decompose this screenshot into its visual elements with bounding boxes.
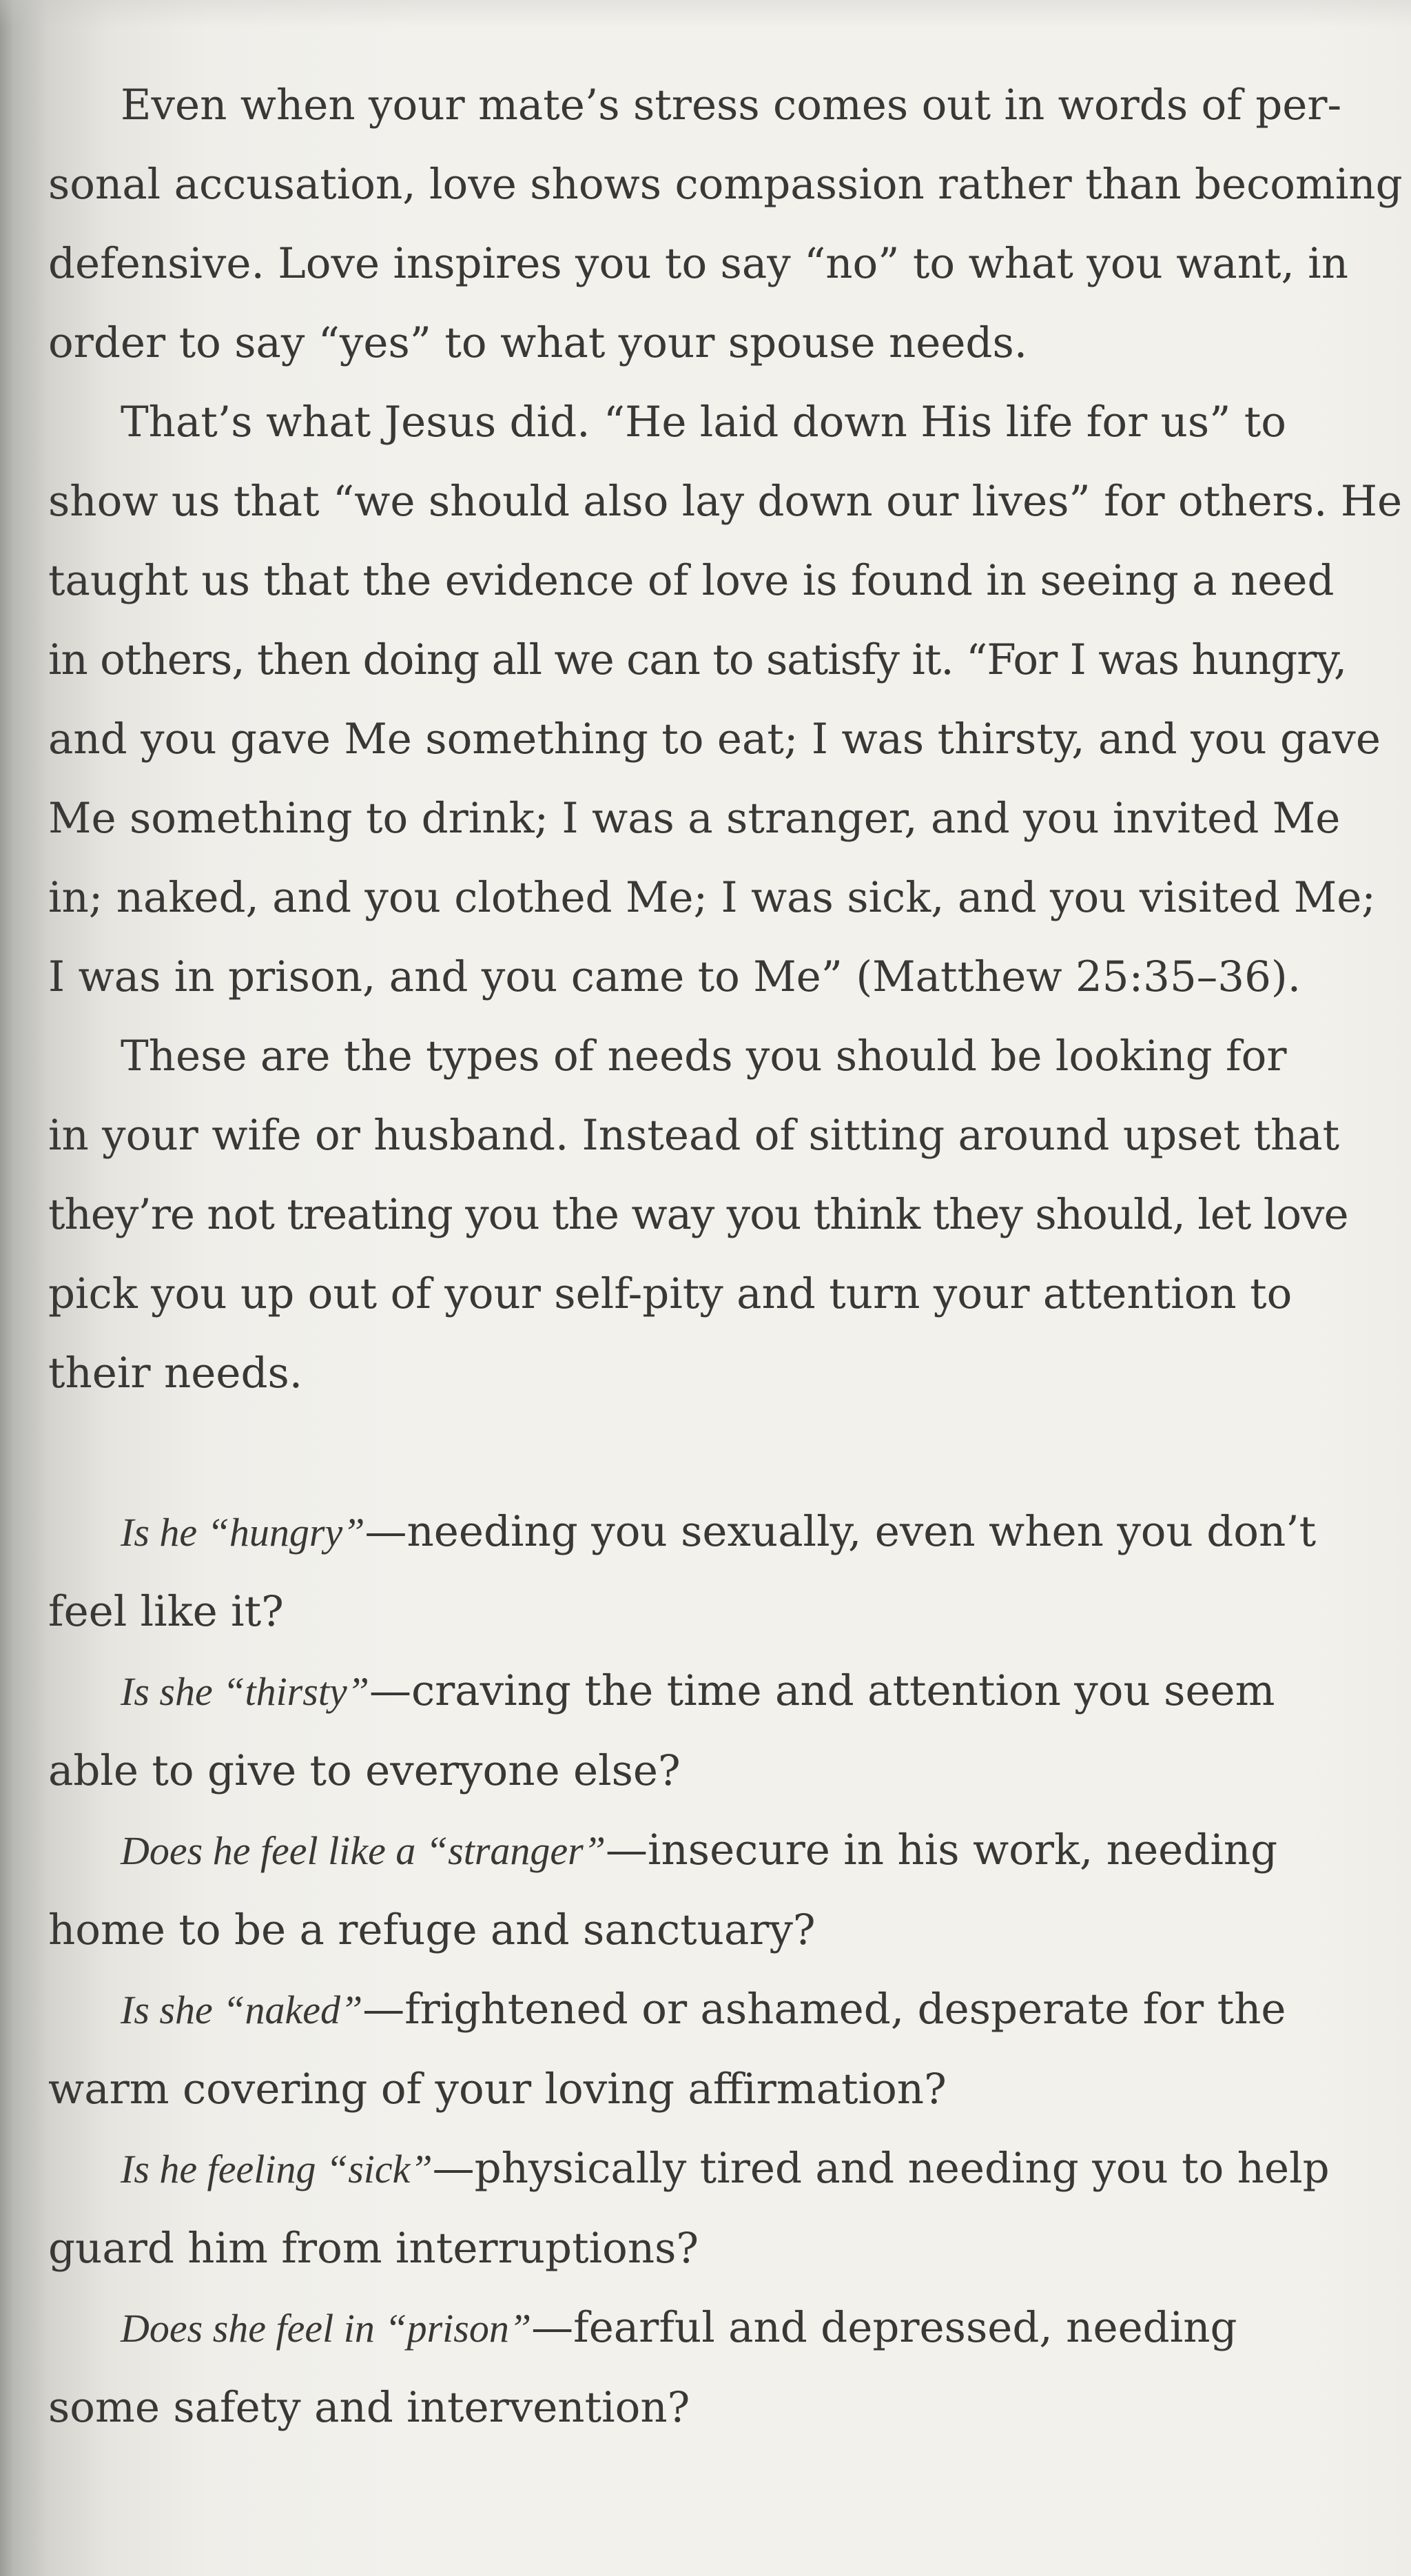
question-sick (28, 2129, 1337, 2288)
text-line: order to say “yes” to what your spouse needs. (48, 318, 1028, 367)
question-lead: Is she “thirsty” (121, 1669, 369, 1714)
question-stranger (28, 1810, 1337, 1970)
question-lead: Does he feel like a “stranger” (121, 1828, 606, 1873)
question-lead: Is he “hungry” (121, 1510, 365, 1555)
question-naked (28, 1970, 1337, 2129)
text-line: in others, then doing all we can to satisfy it. “For I was hungry, (48, 635, 1347, 684)
text-line: and you gave Me something to eat; I was thirsty, and you gave (48, 715, 1381, 764)
question-line: feel like it? (48, 1587, 284, 1636)
paragraph-1 (28, 65, 1403, 382)
page-text (28, 65, 1403, 2447)
text-line: sonal accusation, love shows compassion rather than becoming (48, 160, 1403, 209)
question-lead: Is he feeling “sick” (121, 2147, 433, 2191)
text-line: their needs. (48, 1349, 303, 1398)
page-shadow (0, 0, 1411, 28)
question-line (48, 2129, 1337, 2209)
question-text: —physically tired and needing you to help (432, 2144, 1330, 2193)
text-line: defensive. Love inspires you to say “no” to what you want, in (48, 239, 1349, 288)
question-line: some safety and intervention? (48, 2383, 690, 2432)
question-line (48, 1651, 1337, 1731)
text-line: I was in prison, and you came to Me” (Matthew 25:35–36). (48, 952, 1301, 1001)
text-line: Even when your mate’s stress comes out in words of per- (121, 81, 1342, 130)
paragraph-2 (28, 382, 1403, 1016)
question-text: —craving the time and attention you seem (369, 1666, 1275, 1715)
text-line: they’re not treating you the way you think they should, let love (48, 1190, 1348, 1239)
question-line (48, 2288, 1337, 2368)
question-text: —frightened or ashamed, desperate for the (362, 1985, 1286, 2034)
question-lead: Does she feel in “prison” (121, 2306, 532, 2351)
section-gap (28, 1413, 1337, 1492)
text-line: in; naked, and you clothed Me; I was sick, and you visited Me; (48, 873, 1376, 922)
question-text: —insecure in his work, needing (605, 1826, 1278, 1874)
paragraph-3 (28, 1016, 1348, 1413)
question-line (48, 1810, 1337, 1890)
text-line: in your wife or husband. Instead of sitting around upset that (48, 1111, 1340, 1160)
question-text: —fearful and depressed, needing (531, 2303, 1237, 2352)
text-line: That’s what Jesus did. “He laid down His life for us” to (121, 398, 1287, 447)
text-line: pick you up out of your self-pity and turn your attention to (48, 1269, 1292, 1318)
text-line: show us that “we should also lay down our lives” for others. He (48, 477, 1403, 526)
question-thirsty (28, 1651, 1337, 1810)
question-line: able to give to everyone else? (48, 1746, 681, 1795)
text-line: Me something to drink; I was a stranger, and you invited Me (48, 794, 1341, 843)
text-line: taught us that the evidence of love is found in seeing a need (48, 556, 1335, 605)
question-text: —needing you sexually, even when you don’t (364, 1507, 1317, 1556)
question-prison (28, 2288, 1337, 2447)
question-lead: Is she “naked” (121, 1987, 363, 2032)
question-hungry (28, 1492, 1337, 1651)
question-line: guard him from interruptions? (48, 2224, 699, 2273)
question-line: warm covering of your loving affirmation? (48, 2065, 947, 2114)
question-line (48, 1970, 1337, 2049)
text-line: These are the types of needs you should be looking for (121, 1032, 1287, 1081)
question-line: home to be a refuge and sanctuary? (48, 1905, 816, 1954)
question-line (48, 1492, 1337, 1572)
